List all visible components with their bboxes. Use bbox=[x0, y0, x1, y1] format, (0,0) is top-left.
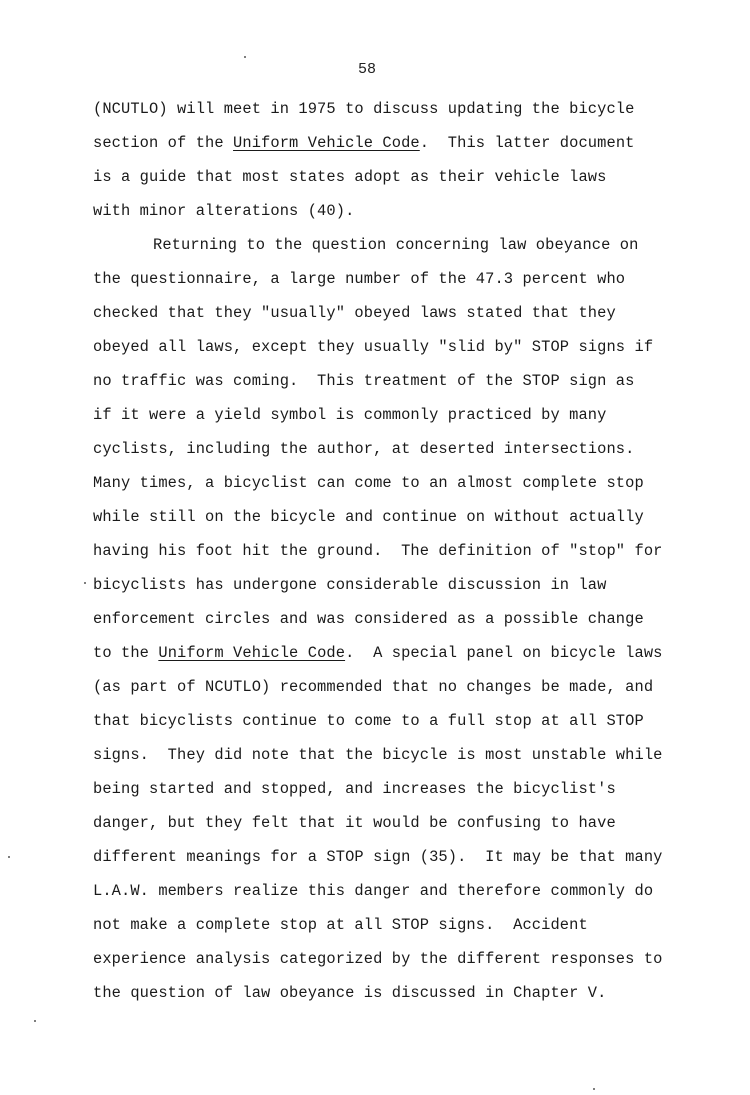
underlined-title: Uniform Vehicle Code bbox=[233, 134, 420, 152]
text-line: being started and stopped, and increases the bicyclist's bbox=[93, 780, 616, 798]
scan-speck bbox=[84, 582, 86, 584]
text-line: is a guide that most states adopt as their vehicle laws bbox=[93, 168, 607, 186]
text-line: L.A.W. members realize this danger and therefore commonly do bbox=[93, 882, 654, 900]
text-line: if it were a yield symbol is commonly practiced by many bbox=[93, 406, 607, 424]
text-line: not make a complete stop at all STOP signs. Accident bbox=[93, 916, 588, 934]
text-line: Many times, a bicyclist can come to an almost complete stop bbox=[93, 474, 644, 492]
scan-speck bbox=[8, 856, 10, 858]
text-line: obeyed all laws, except they usually "slid by" STOP signs if bbox=[93, 338, 654, 356]
text-line: enforcement circles and was considered as a possible change bbox=[93, 610, 644, 628]
paragraph-first-line: Returning to the question concerning law obeyance on bbox=[153, 236, 639, 254]
text-line: cyclists, including the author, at deserted intersections. bbox=[93, 440, 635, 458]
text-line: that bicyclists continue to come to a full stop at all STOP bbox=[93, 712, 644, 730]
text-line: the question of law obeyance is discussed in Chapter V. bbox=[93, 984, 607, 1002]
text-segment: . A special panel on bicycle laws bbox=[345, 644, 663, 662]
page-number: 58 bbox=[358, 61, 377, 78]
text-segment: section of the bbox=[93, 134, 234, 152]
text-line: (as part of NCUTLO) recommended that no changes be made, and bbox=[93, 678, 654, 696]
text-line: checked that they "usually" obeyed laws stated that they bbox=[93, 304, 616, 322]
text-line: no traffic was coming. This treatment of the STOP sign as bbox=[93, 372, 635, 390]
text-line: experience analysis categorized by the different responses to bbox=[93, 950, 663, 968]
text-line: signs. They did note that the bicycle is most unstable while bbox=[93, 746, 663, 764]
text-line: danger, but they felt that it would be confusing to have bbox=[93, 814, 616, 832]
text-line: having his foot hit the ground. The definition of "stop" for bbox=[93, 542, 663, 560]
text-line: (NCUTLO) will meet in 1975 to discuss updating the bicycle bbox=[93, 100, 635, 118]
scan-speck bbox=[244, 56, 246, 58]
text-line: while still on the bicycle and continue on without actually bbox=[93, 508, 644, 526]
body-text bbox=[93, 92, 733, 1010]
text-segment: . This latter document bbox=[419, 134, 635, 152]
text-line: different meanings for a STOP sign (35). It may be that many bbox=[93, 848, 663, 866]
underlined-title: Uniform Vehicle Code bbox=[158, 644, 346, 662]
text-line bbox=[93, 636, 733, 670]
text-segment: to the bbox=[93, 644, 159, 662]
text-line: bicyclists has undergone considerable discussion in law bbox=[93, 576, 607, 594]
text-line: the questionnaire, a large number of the 47.3 percent who bbox=[93, 270, 626, 288]
text-line bbox=[93, 126, 733, 160]
scan-speck bbox=[34, 1020, 36, 1022]
scan-speck bbox=[593, 1088, 595, 1090]
text-line: with minor alterations (40). bbox=[93, 202, 355, 220]
